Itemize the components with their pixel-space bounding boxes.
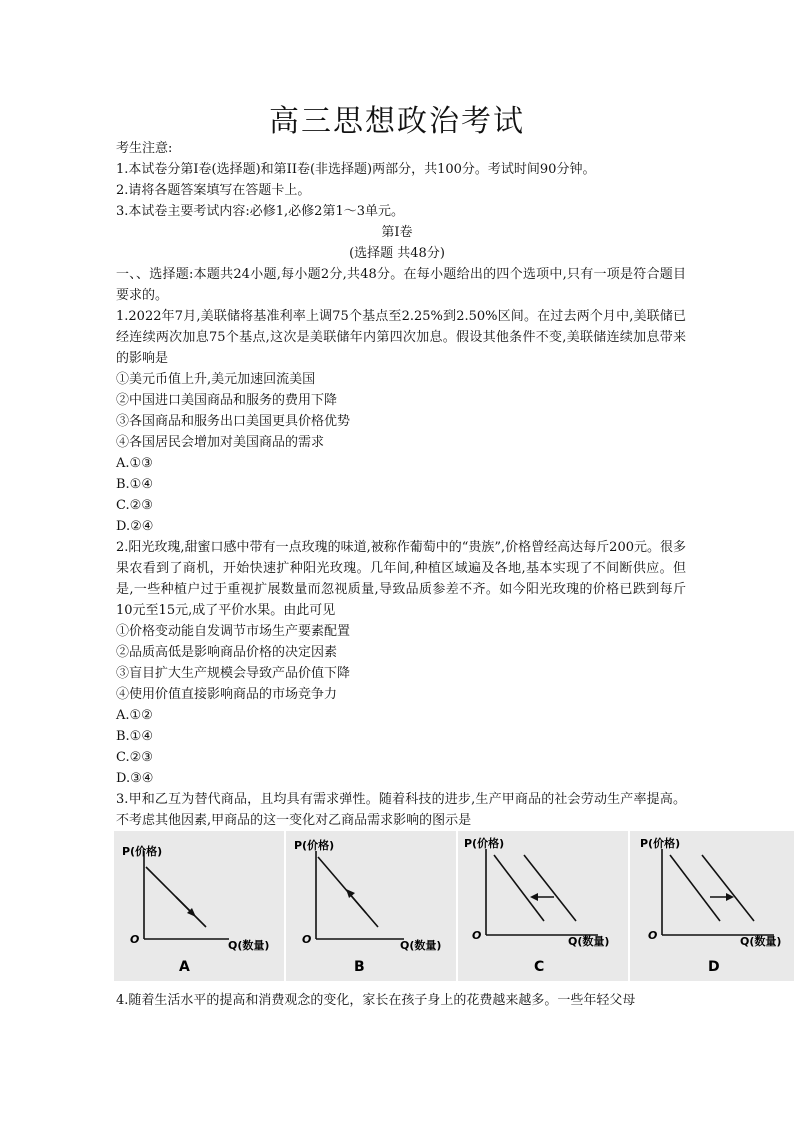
notice-item-2: 2.请将各题答案填写在答题卡上。 [116, 183, 311, 198]
q3-stem: 3.甲和乙互为替代商品，且均具有需求弹性。随着科技的进步,生产甲商品的社会劳动生产率提高。不考虑其他因素,甲商品的这一变化对乙商品需求影响的图示是 [116, 792, 686, 828]
fig-b-y-axis-label: P(价格) [294, 839, 335, 852]
q1-statement-2: ②中国进口美国商品和服务的费用下降 [116, 393, 338, 408]
q1-stem: 1.2022年7月,美联储将基准利率上调75个基点至2.25%到2.50%区间。在过去两个月中,美联储已经连续两次加息75个基点,这次是美联储年内第四次加息。假设其他条件不变,美联储连续加息带来的影响是 [116, 309, 686, 366]
fig-c-origin: O [472, 929, 482, 942]
q3-figure-a [114, 831, 284, 981]
fig-a-origin: O [130, 933, 140, 946]
fig-c-x-axis-label: Q(数量) [568, 935, 610, 948]
q3-figure-c [458, 831, 628, 981]
fig-a-y-axis-label: P(价格) [122, 845, 163, 858]
fig-d-y-axis-label: P(价格) [640, 837, 681, 850]
q1-option-b: B.①④ [116, 477, 153, 492]
q1-option-a: A.①③ [116, 456, 153, 471]
notice-item-1: 1.本试卷分第I卷(选择题)和第II卷(非选择题)两部分，共100分。考试时间90分钟。 [116, 162, 596, 177]
q1-statement-3: ③各国商品和服务出口美国更具价格优势 [116, 414, 351, 429]
q3-figure-b [286, 831, 456, 981]
fig-a-label: A [179, 959, 190, 975]
fig-b-origin: O [302, 933, 312, 946]
q2-statement-2: ②品质高低是影响商品价格的决定因素 [116, 645, 338, 660]
exam-title: 高三思想政治考试 [269, 104, 525, 139]
q2-option-d: D.③④ [116, 771, 154, 786]
fig-c-y-axis-label: P(价格) [464, 837, 505, 850]
notice-heading: 考生注意: [116, 141, 173, 156]
q3-figure-d [630, 831, 794, 981]
fig-b-x-axis-label: Q(数量) [400, 939, 442, 952]
fig-c-label: C [534, 959, 545, 975]
q1-option-d: D.②④ [116, 519, 154, 534]
fig-d-x-axis-label: Q(数量) [740, 935, 782, 948]
notice-item-3: 3.本试卷主要考试内容:必修1,必修2第1～3单元。 [116, 204, 404, 219]
q1-option-c: C.②③ [116, 498, 153, 513]
q2-option-b: B.①④ [116, 729, 153, 744]
section-volume: 第I卷 [381, 225, 413, 240]
fig-a-x-axis-label: Q(数量) [228, 939, 270, 952]
q3-figures [114, 831, 794, 981]
fig-b-label: B [354, 959, 365, 975]
section-subtitle: (选择题 共48分) [349, 246, 445, 261]
q2-stem: 2.阳光玫瑰,甜蜜口感中带有一点玫瑰的味道,被称作葡萄中的“贵族”,价格曾经高达每斤200元。很多果农看到了商机，开始快速扩种阳光玫瑰。几年间,种植区域遍及各地,基本实现了不间断供应。但是,一些种植户过于重视扩展数量而忽视质量,导致品质参差不齐。如今阳光玫瑰的价格已跌到每斤10元至15元,成了平价水果。由此可见 [116, 540, 686, 618]
q2-statement-3: ③盲目扩大生产规模会导致产品价值下降 [116, 666, 351, 681]
q1-statement-1: ①美元币值上升,美元加速回流美国 [116, 372, 316, 387]
part-one-instructions: 一、、选择题:本题共24小题,每小题2分,共48分。在每小题给出的四个选项中,只有一项是符合题目要求的。 [116, 267, 686, 303]
q2-option-a: A.①② [116, 708, 153, 723]
q2-option-c: C.②③ [116, 750, 153, 765]
q2-statement-1: ①价格变动能自发调节市场生产要素配置 [116, 624, 351, 639]
fig-d-origin: O [648, 929, 658, 942]
q4-stem: 4.随着生活水平的提高和消费观念的变化，家长在孩子身上的花费越来越多。一些年轻父母 [116, 993, 636, 1008]
fig-d-label: D [708, 959, 720, 975]
q1-statement-4: ④各国居民会增加对美国商品的需求 [116, 435, 325, 450]
q2-statement-4: ④使用价值直接影响商品的市场竞争力 [116, 687, 338, 702]
